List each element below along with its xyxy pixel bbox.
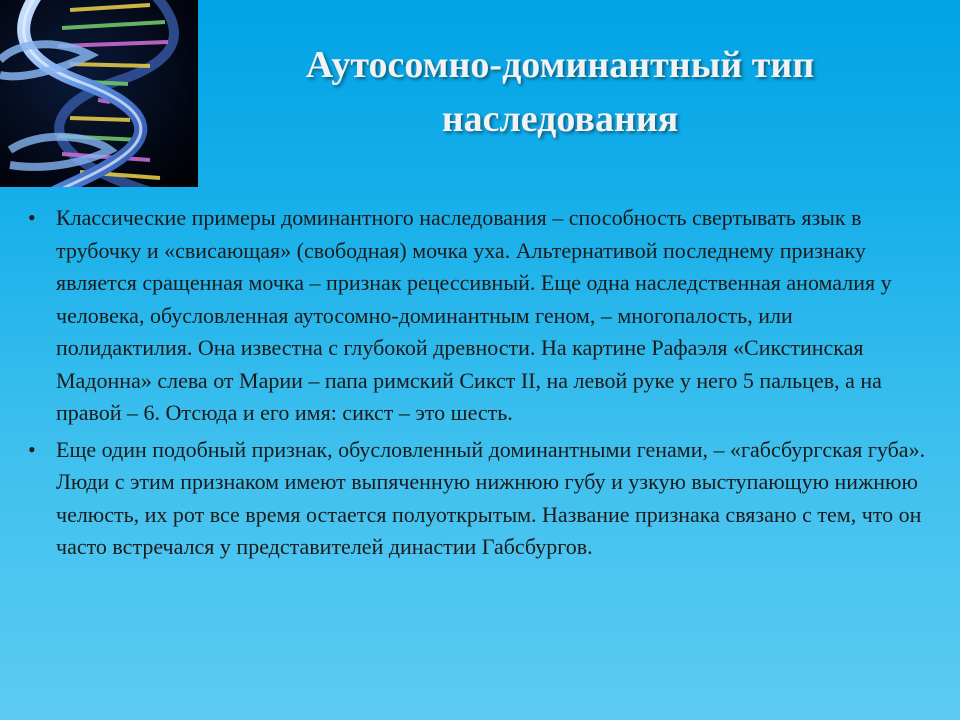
list-item	[28, 434, 928, 564]
list-item	[28, 202, 928, 430]
bullet-text: Еще один подобный признак, обусловленный доминантными генами, – «габсбургская губа». Люди с этим признаком имеют выпяченную нижнюю губу и узкую выступающую нижнюю челюсть, их рот все время остается полуоткрытым. Название признака связано с тем, что он часто встречался у представителей династии Габсбургов.	[56, 436, 926, 559]
dna-helix-icon	[0, 0, 198, 187]
bullet-text: Классические примеры доминантного наследования – способность свертывать язык в трубочку и «свисающая» (свободная) мочка уха. Альтернативой последнему признаку является сращенная мочка – признак рецессивный. Еще одна наследственная аномалия у человека, обусловленная аутосомно-доминантным геном, – многопалость, или полидактилия. Она известна с глубокой древности. На картине Рафаэля «Сикстинская Мадонна» слева от Марии – папа римский Сикст II, на левой руке у него 5 пальцев, а на правой – 6. Отсюда и его имя: сикст – это шесть.	[56, 205, 892, 425]
bullet-list	[28, 202, 928, 568]
page-title: Аутосомно-доминантный тип наследования	[305, 44, 815, 140]
bullet-icon: •	[28, 205, 36, 230]
bullet-icon: •	[28, 436, 36, 462]
